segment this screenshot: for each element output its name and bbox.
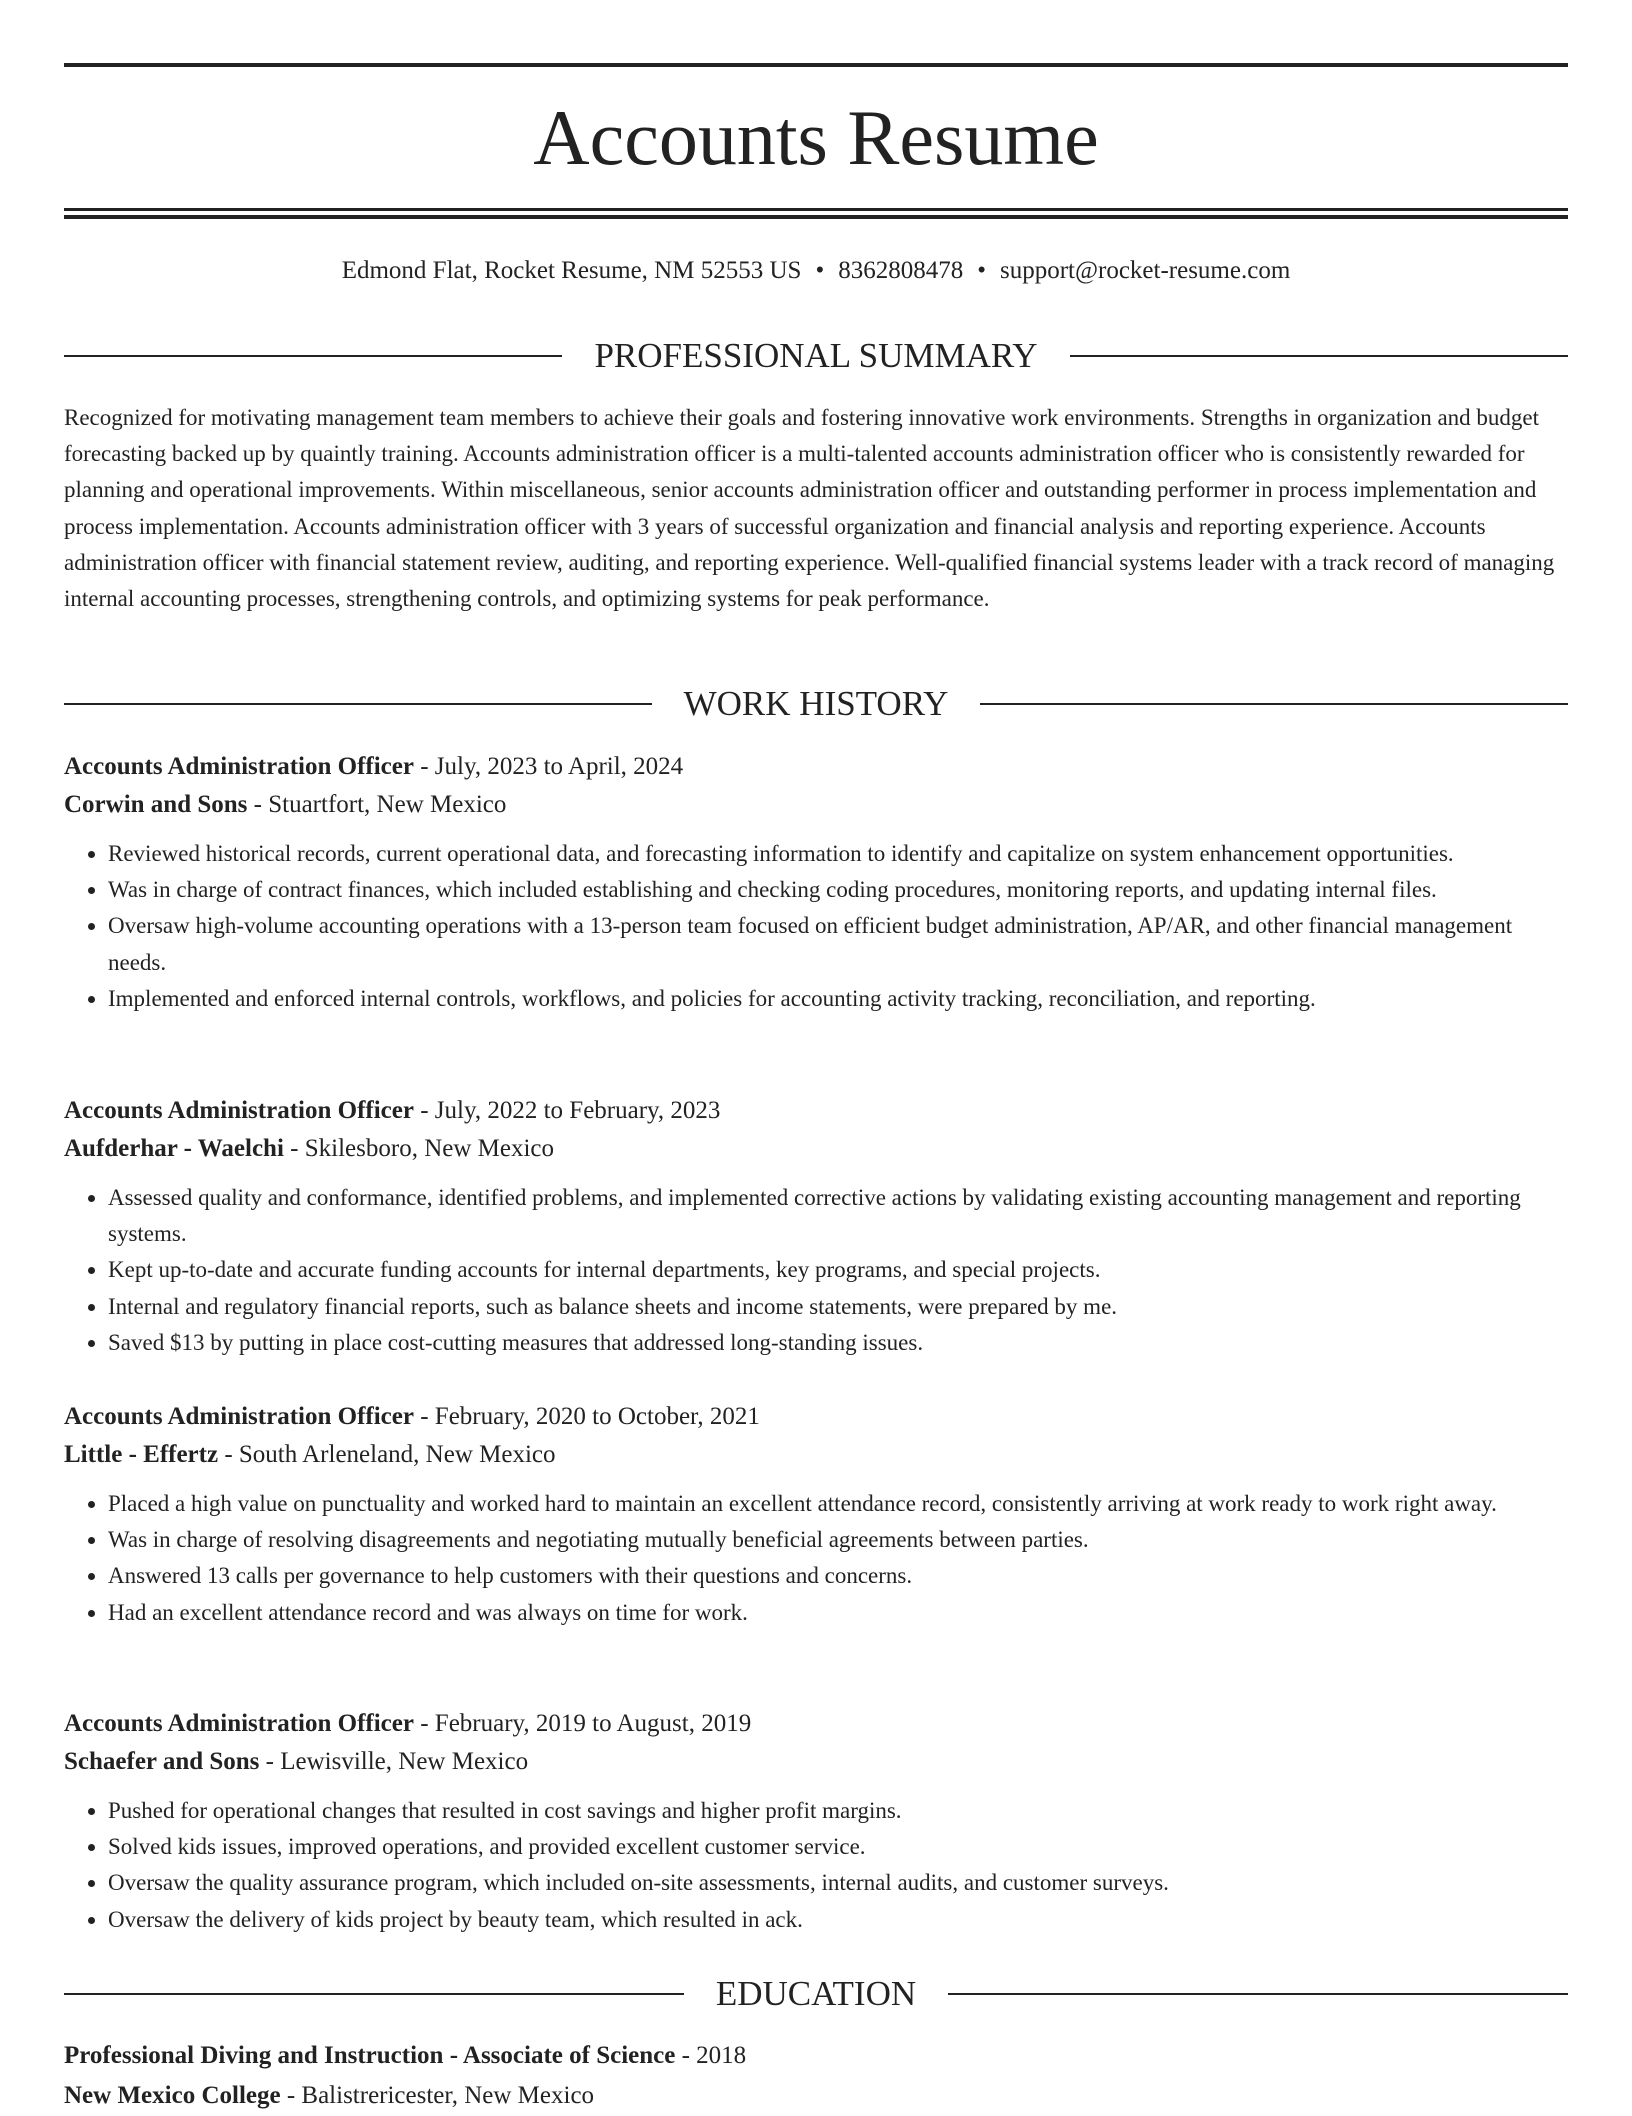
heading-rule-left bbox=[64, 355, 562, 357]
job-company: Little - Effertz bbox=[64, 1441, 219, 1468]
job-bullets bbox=[64, 1793, 1568, 1938]
job-title-line bbox=[64, 1092, 1568, 1130]
education-year: - 2018 bbox=[675, 2042, 747, 2069]
job-company-line bbox=[64, 1130, 1568, 1168]
job-title: Accounts Administration Officer bbox=[64, 753, 414, 780]
contact-line bbox=[64, 252, 1568, 290]
heading-rule-right bbox=[980, 703, 1568, 705]
job-title: Accounts Administration Officer bbox=[64, 1097, 414, 1124]
job-title-line bbox=[64, 1398, 1568, 1436]
job-location: - Stuartfort, New Mexico bbox=[247, 791, 507, 818]
job-company: Aufderhar - Waelchi bbox=[64, 1135, 284, 1162]
job-entry bbox=[64, 1398, 1568, 1631]
job-title-line bbox=[64, 748, 1568, 786]
title-rule-lower bbox=[64, 215, 1568, 219]
education-school: New Mexico College bbox=[64, 2082, 281, 2109]
heading-rule-right bbox=[1070, 355, 1568, 357]
job-bullet: • Saved $13 by putting in place cost-cutting measures that addressed long-standing issues. bbox=[108, 1325, 1568, 1361]
job-bullet: • Internal and regulatory financial reports, such as balance sheets and income statements, were prepared by me. bbox=[108, 1289, 1568, 1325]
job-company-line bbox=[64, 786, 1568, 824]
section-heading-summary bbox=[64, 334, 1568, 378]
job-dates: - February, 2019 to August, 2019 bbox=[413, 1710, 752, 1737]
job-bullet: • Reviewed historical records, current operational data, and forecasting information to identify and capitalize on system enhancement opportunities. bbox=[108, 836, 1568, 872]
job-bullets bbox=[64, 1180, 1568, 1361]
title-rule-upper bbox=[64, 208, 1568, 211]
heading-rule-right bbox=[948, 1993, 1568, 1995]
top-rule bbox=[64, 63, 1568, 67]
contact-address: Edmond Flat, Rocket Resume, NM 52553 US bbox=[341, 257, 802, 284]
job-company: Corwin and Sons bbox=[64, 791, 248, 818]
job-entry bbox=[64, 1705, 1568, 1938]
job-bullet: • Pushed for operational changes that resulted in cost savings and higher profit margins. bbox=[108, 1793, 1568, 1829]
job-entry bbox=[64, 1092, 1568, 1361]
job-title: Accounts Administration Officer bbox=[64, 1710, 414, 1737]
job-title: Accounts Administration Officer bbox=[64, 1403, 414, 1430]
job-entry bbox=[64, 748, 1568, 1017]
section-heading-education bbox=[64, 1972, 1568, 2016]
job-location: - Lewisville, New Mexico bbox=[259, 1748, 529, 1775]
contact-separator: • bbox=[815, 257, 825, 284]
heading-rule-left bbox=[64, 1993, 684, 1995]
job-location: - South Arleneland, New Mexico bbox=[218, 1441, 556, 1468]
education-school-line bbox=[64, 2076, 1568, 2116]
section-heading-label: EDUCATION bbox=[715, 1974, 917, 2013]
job-dates: - February, 2020 to October, 2021 bbox=[413, 1403, 760, 1430]
section-heading-work-history bbox=[64, 682, 1568, 726]
contact-phone: 8362808478 bbox=[838, 257, 964, 284]
job-location: - Skilesboro, New Mexico bbox=[283, 1135, 555, 1162]
job-bullet: • Answered 13 calls per governance to help customers with their questions and concerns. bbox=[108, 1558, 1568, 1594]
job-bullet: • Had an excellent attendance record and was always on time for work. bbox=[108, 1595, 1568, 1631]
education-entry bbox=[64, 2036, 1568, 2116]
job-dates: - July, 2022 to February, 2023 bbox=[413, 1097, 721, 1124]
contact-email: support@rocket-resume.com bbox=[999, 257, 1291, 284]
job-bullet: • Was in charge of resolving disagreements and negotiating mutually beneficial agreements between parties. bbox=[108, 1522, 1568, 1558]
job-bullet: • Kept up-to-date and accurate funding accounts for internal departments, key programs, and special projects. bbox=[108, 1252, 1568, 1288]
job-bullet: • Solved kids issues, improved operations, and provided excellent customer service. bbox=[108, 1829, 1568, 1865]
job-bullet: • Oversaw high-volume accounting operations with a 13-person team focused on efficient budget administration, AP/AR, and other financial management needs. bbox=[108, 908, 1568, 980]
job-company: Schaefer and Sons bbox=[64, 1748, 260, 1775]
job-bullet: • Oversaw the quality assurance program, which included on-site assessments, internal audits, and customer surveys. bbox=[108, 1865, 1568, 1901]
resume-title: Accounts Resume bbox=[533, 94, 1099, 181]
education-degree-line bbox=[64, 2036, 1568, 2076]
job-dates: - July, 2023 to April, 2024 bbox=[413, 753, 684, 780]
job-bullets bbox=[64, 1486, 1568, 1631]
job-title-line bbox=[64, 1705, 1568, 1743]
job-company-line bbox=[64, 1436, 1568, 1474]
job-bullet: • Assessed quality and conformance, identified problems, and implemented corrective actions by validating existing accounting management and reporting systems. bbox=[108, 1180, 1568, 1252]
contact-separator: • bbox=[977, 257, 986, 284]
job-bullets bbox=[64, 836, 1568, 1017]
job-bullet: • Was in charge of contract finances, which included establishing and checking coding procedures, monitoring reports, and updating internal files. bbox=[108, 872, 1568, 908]
job-company-line bbox=[64, 1743, 1568, 1781]
job-bullet: • Implemented and enforced internal controls, workflows, and policies for accounting activity tracking, reconciliation, and reporting. bbox=[108, 981, 1568, 1017]
job-bullet: • Oversaw the delivery of kids project by beauty team, which resulted in ack. bbox=[108, 1902, 1568, 1938]
heading-rule-left bbox=[64, 703, 652, 705]
professional-summary-text: Recognized for motivating management team members to achieve their goals and fostering innovative work environments. Strengths in organization and budget forecasting backed up by quaintly training. Accounts administration officer is a multi-talented accounts administration officer who is consistently rewarded for planning and operational improvements. Within miscellaneous, senior accounts administration officer and outstanding performer in process implementation and process implementation. Accounts administration officer with 3 years of successful organization and financial analysis and reporting experience. Accounts administration officer with financial statement review, auditing, and reporting experience. Well-qualified financial systems leader with a track record of managing internal accounting processes, strengthening controls, and optimizing systems for peak performance. bbox=[64, 405, 1555, 612]
section-heading-label: PROFESSIONAL SUMMARY bbox=[594, 336, 1038, 375]
education-location: - Balistrericester, New Mexico bbox=[280, 2082, 595, 2109]
education-degree: Professional Diving and Instruction - Associate of Science bbox=[64, 2042, 676, 2069]
section-heading-label: WORK HISTORY bbox=[683, 684, 949, 723]
job-bullet: • Placed a high value on punctuality and worked hard to maintain an excellent attendance record, consistently arriving at work ready to work right away. bbox=[108, 1486, 1568, 1522]
